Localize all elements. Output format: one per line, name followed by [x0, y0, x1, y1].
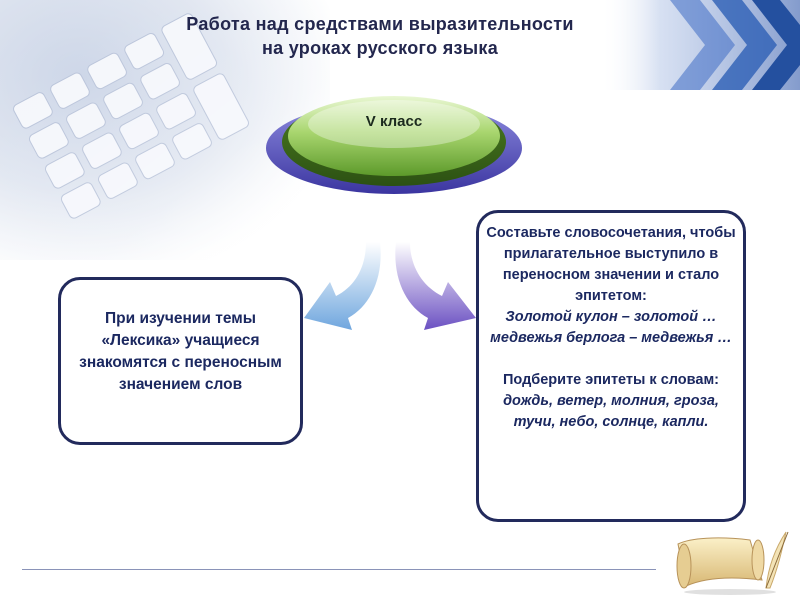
exercise-box [476, 210, 746, 522]
split-arrows [300, 238, 480, 348]
exercise-task-2-lead: Подберите эпитеты к словам: [502, 372, 719, 388]
grade-badge [266, 86, 522, 196]
scroll-quill-icon [670, 530, 790, 596]
exercise-task-2 [485, 370, 737, 433]
exercise-task-1: Составьте словосочетания, чтобы прилагательное выступило в переносном значении и стало эпитетом: [486, 225, 736, 304]
exercise-task-2-words: дождь, ветер, молния, гроза, тучи, небо, солнце, капли. [503, 393, 719, 430]
left-arrow-icon [304, 242, 381, 330]
title-line-2: на уроках русского языка [261, 38, 499, 58]
lexics-info-text: При изучении темы «Лексика» учащиеся знакомятся с переносным значением слов [79, 310, 282, 393]
lexics-info-box [58, 277, 303, 445]
right-arrow-icon [395, 242, 476, 330]
exercise-example-2: медвежья берлога – медвежья … [490, 330, 732, 346]
title-line-1: Работа над средствами выразительности [186, 14, 574, 34]
exercise-example-1: Золотой кулон – золотой … [505, 309, 717, 325]
footer-divider [22, 569, 656, 570]
page-title [120, 12, 640, 60]
grade-label: V класс [365, 113, 423, 130]
